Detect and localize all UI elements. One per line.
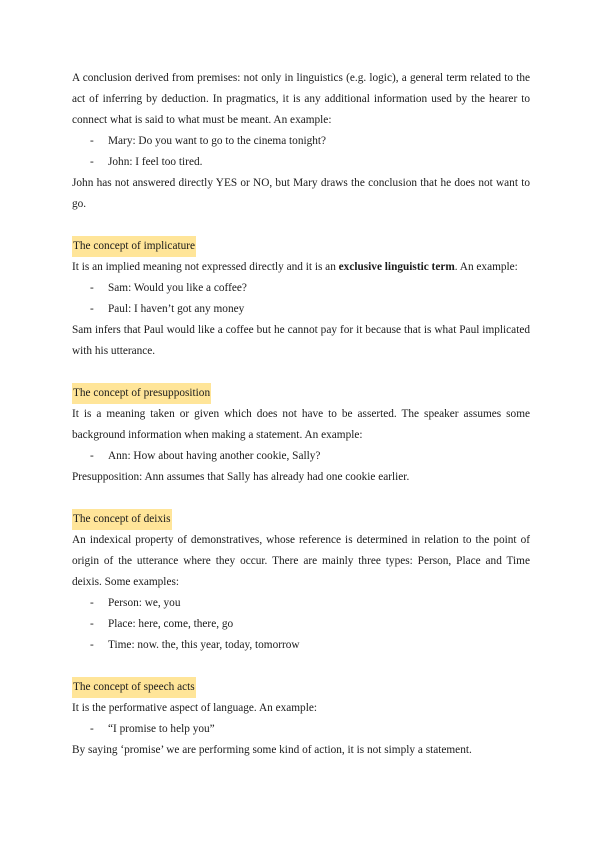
heading-highlight: The concept of implicature (72, 236, 196, 257)
heading-highlight: The concept of speech acts (72, 677, 196, 698)
intro-conclusion: John has not answered directly YES or NO, but Mary draws the conclusion that he does not want to go. (72, 177, 530, 210)
section-heading-presupposition (72, 383, 530, 404)
bullet-marker: - (90, 303, 94, 315)
list-item (72, 278, 530, 299)
bullet-marker: - (90, 597, 94, 609)
heading-highlight: The concept of presupposition (72, 383, 211, 404)
presupposition-paragraph: It is a meaning taken or given which does not have to be asserted. The speaker assumes some background information when making a statement. An example: (72, 408, 530, 441)
intro-paragraph: A conclusion derived from premises: not only in linguistics (e.g. logic), a general term related to the act of inferring by deduction. In pragmatics, it is any additional information used by the hearer to connect what is said to what must be meant. An example: (72, 72, 530, 126)
section-heading-deixis (72, 509, 530, 530)
bullet-marker: - (90, 450, 94, 462)
implicature-text-before: It is an implied meaning not expressed directly and it is an (72, 261, 339, 273)
list-item (72, 152, 530, 173)
speech-acts-conclusion: By saying ‘promise’ we are performing some kind of action, it is not simply a statement. (72, 744, 472, 756)
list-item-text: Time: now. the, this year, today, tomorrow (108, 639, 300, 651)
bullet-marker: - (90, 282, 94, 294)
presupposition-conclusion: Presupposition: Ann assumes that Sally has already had one cookie earlier. (72, 471, 410, 483)
list-item (72, 635, 530, 656)
speech-acts-paragraph: It is the performative aspect of language. An example: (72, 702, 317, 714)
bullet-marker: - (90, 135, 94, 147)
bullet-marker: - (90, 639, 94, 651)
list-item-text: Mary: Do you want to go to the cinema tonight? (108, 135, 327, 147)
implicature-text-after: . An example: (454, 261, 518, 273)
document-body (72, 68, 530, 761)
list-item (72, 299, 530, 320)
implicature-bold-term: exclusive linguistic term (338, 261, 455, 273)
implicature-paragraph (72, 257, 530, 278)
list-item-text: Paul: I haven’t got any money (108, 303, 245, 315)
list-item-text: “I promise to help you” (108, 723, 215, 735)
implicature-conclusion: Sam infers that Paul would like a coffee but he cannot pay for it because that is what Paul implicated with his utterance. (72, 324, 530, 357)
list-item (72, 446, 530, 467)
bullet-marker: - (90, 723, 94, 735)
list-item-text: Sam: Would you like a coffee? (108, 282, 247, 294)
list-item-text: Place: here, come, there, go (108, 618, 234, 630)
section-heading-implicature (72, 236, 530, 257)
list-item-text: Ann: How about having another cookie, Sally? (108, 450, 321, 462)
bullet-marker: - (90, 156, 94, 168)
list-item (72, 614, 530, 635)
list-item-text: John: I feel too tired. (108, 156, 203, 168)
list-item (72, 719, 530, 740)
heading-highlight: The concept of deixis (72, 509, 172, 530)
deixis-paragraph: An indexical property of demonstratives, whose reference is determined in relation to the point of origin of the utterance where they occur. There are mainly three types: Person, Place and Time deixis. Some examples: (72, 534, 530, 588)
section-heading-speech-acts (72, 677, 530, 698)
list-item (72, 593, 530, 614)
list-item-text: Person: we, you (108, 597, 181, 609)
bullet-marker: - (90, 618, 94, 630)
list-item (72, 131, 530, 152)
